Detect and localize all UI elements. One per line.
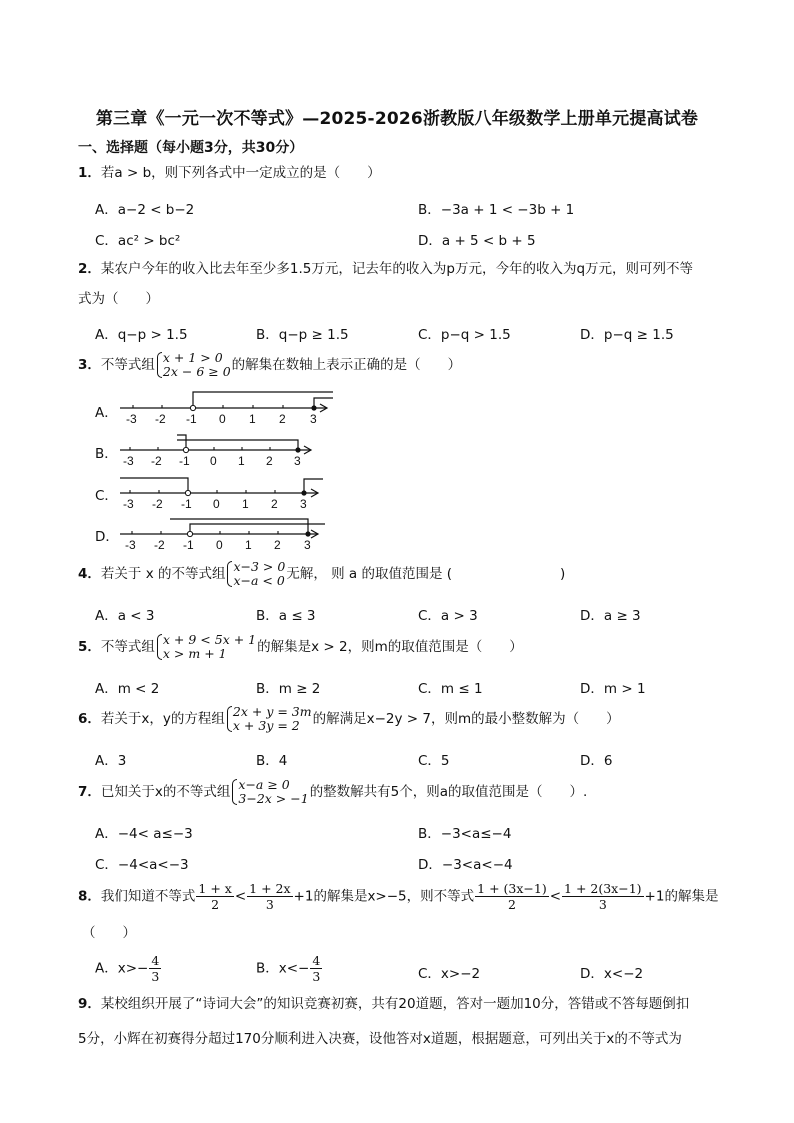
question-9-stem <box>78 994 689 1014</box>
tick-label: 3 <box>304 538 311 552</box>
q8-option-a[interactable]: A．x>− $\frac{4}{3}$ <box>95 953 160 984</box>
tick-label: -2 <box>155 412 166 426</box>
question-text: 不等式组 <box>100 639 155 655</box>
tick-label: 0 <box>210 454 217 468</box>
q4-option-c[interactable]: C．a > 3 <box>418 608 478 624</box>
question-text: 的解满足x−2y > 7，则m的最小整数解为（ ） <box>312 711 620 727</box>
question-number: 7． <box>78 784 101 800</box>
q2-option-d[interactable]: D．p−q ≥ 1.5 <box>580 327 674 343</box>
q4-option-b[interactable]: B．a ≤ 3 <box>256 608 316 624</box>
tick-label: -3 <box>123 497 134 511</box>
question-7-stem <box>78 778 587 806</box>
tick-label: 2 <box>271 497 278 511</box>
number-line-c <box>115 473 330 513</box>
question-text: 的整数解共有5个，则a的取值范围是（ ）. <box>309 784 588 800</box>
fraction: $\frac{1 + x}{2}$ <box>198 881 232 912</box>
question-2-stem <box>78 259 693 279</box>
question-text: +1的解集是 <box>644 888 719 905</box>
fraction: $\frac{1 + 2(3x-1)}{3}$ <box>564 881 642 912</box>
question-9-stem-line2: 5分，小辉在初赛得分超过170分顺利进入决赛，设他答对x道题，根据题意，可列出关于x的不等式为 <box>78 1031 682 1047</box>
question-text: +1的解集是x>−5，则不等式 <box>293 888 475 905</box>
q8-option-d[interactable]: D．x<−2 <box>580 966 644 982</box>
tick-label: 1 <box>238 454 245 468</box>
question-number: 3． <box>78 357 101 373</box>
q8-option-b[interactable]: B．x<− $\frac{4}{3}$ <box>256 953 321 984</box>
q6-option-b[interactable]: B．4 <box>256 753 288 769</box>
fraction: $\frac{4}{3}$ <box>312 953 321 984</box>
question-number: 1． <box>78 165 101 181</box>
question-5-stem <box>78 633 523 661</box>
tick-label: 2 <box>274 538 281 552</box>
number-line-a <box>115 388 340 428</box>
question-text: 无解， 则 a 的取值范围是 ( ) <box>286 566 566 582</box>
question-text: 已知关于x的不等式组 <box>100 784 231 800</box>
question-2-stem-line2: 式为（ ） <box>78 291 159 307</box>
tick-label: 1 <box>242 497 249 511</box>
q8-option-c[interactable]: C．x>−2 <box>418 966 481 982</box>
tick-label: 3 <box>300 497 307 511</box>
tick-label: -2 <box>151 454 162 468</box>
inequality-system: x−a ≥ 0 3−2x > −1 <box>231 778 308 806</box>
tick-label: -1 <box>186 412 197 426</box>
fraction: $\frac{1 + (3x-1)}{2}$ <box>477 881 547 912</box>
question-3-stem <box>78 351 461 379</box>
question-8-stem-line2: （ ） <box>82 925 136 941</box>
q7-option-a[interactable]: A．−4< a≤−3 <box>95 826 193 842</box>
q5-option-a[interactable]: A．m < 2 <box>95 681 160 697</box>
equation-system: 2x + y = 3m x + 3y = 2 <box>226 705 312 733</box>
question-text: 某校组织开展了“诗词大会”的知识竞赛初赛，共有20道题，答对一题加10分，答错或不答每题倒扣 <box>100 996 690 1012</box>
tick-label: 0 <box>216 538 223 552</box>
q5-option-c[interactable]: C．m ≤ 1 <box>418 681 483 697</box>
question-number: 6． <box>78 711 101 727</box>
question-1-stem <box>78 163 381 183</box>
question-text: 某农户今年的收入比去年至少多1.5万元，记去年的收入为p万元，今年的收入为q万元，则可列不等 <box>100 261 694 277</box>
q3-option-d[interactable]: D． <box>95 529 119 545</box>
q5-option-b[interactable]: B．m ≥ 2 <box>256 681 321 697</box>
number-line-b <box>115 431 325 471</box>
tick-label: 0 <box>219 412 226 426</box>
q1-option-a[interactable]: A．a−2 < b−2 <box>95 202 195 218</box>
tick-label: 3 <box>310 412 317 426</box>
tick-label: -1 <box>183 538 194 552</box>
q1-option-d[interactable]: D．a + 5 < b + 5 <box>418 233 536 249</box>
q1-option-b[interactable]: B．−3a + 1 < −3b + 1 <box>418 202 575 218</box>
tick-label: 3 <box>294 454 301 468</box>
page-title: 第三章《一元一次不等式》—2025-2026浙教版八年级数学上册单元提高试卷 <box>95 109 699 129</box>
tick-label: -3 <box>123 454 134 468</box>
question-number: 8． <box>78 888 101 905</box>
tick-label: -3 <box>125 538 136 552</box>
question-8-stem: 8．我们知道不等式 $\frac{1 + x}{2}$ < $\frac{1 + 2x}{3}$ +1的解集是x>−5，则不等式 $\frac{1 + (3x-1)}{2}$ < $\frac{1 + 2(3x-1)}{3}$ +1的解集是 <box>78 881 719 912</box>
question-number: 2． <box>78 261 101 277</box>
tick-label: 2 <box>266 454 273 468</box>
question-text: 若关于x，y的方程组 <box>100 711 225 727</box>
tick-label: 1 <box>249 412 256 426</box>
q6-option-d[interactable]: D．6 <box>580 753 613 769</box>
q7-option-d[interactable]: D．−3<a<−4 <box>418 857 513 873</box>
question-number: 4． <box>78 566 101 582</box>
q1-option-c[interactable]: C．ac² > bc² <box>95 233 181 249</box>
question-text: 不等式组 <box>100 357 155 373</box>
q6-option-c[interactable]: C．5 <box>418 753 450 769</box>
inequality-system: x + 1 > 0 2x − 6 ≥ 0 <box>156 351 231 379</box>
q3-option-b[interactable]: B． <box>95 446 118 462</box>
q2-option-c[interactable]: C．p−q > 1.5 <box>418 327 511 343</box>
question-text: 我们知道不等式 <box>100 888 196 905</box>
section-heading: 一、选择题（每小题3分，共30分） <box>78 140 304 156</box>
question-6-stem <box>78 705 620 733</box>
q3-option-c[interactable]: C． <box>95 488 118 504</box>
tick-label: -2 <box>154 538 165 552</box>
question-number: 9． <box>78 996 101 1012</box>
tick-label: 0 <box>213 497 220 511</box>
q7-option-c[interactable]: C．−4<a<−3 <box>95 857 189 873</box>
fraction: $\frac{1 + 2x}{3}$ <box>249 881 291 912</box>
question-text: 的解集是x > 2，则m的取值范围是（ ） <box>257 639 523 655</box>
question-4-stem <box>78 560 565 588</box>
q2-option-b[interactable]: B．q−p ≥ 1.5 <box>256 327 349 343</box>
q7-option-b[interactable]: B．−3<a≤−4 <box>418 826 512 842</box>
number-line-d <box>115 514 330 554</box>
tick-label: -3 <box>126 412 137 426</box>
question-text: 的解集在数轴上表示正确的是（ ） <box>231 357 462 373</box>
inequality-system: x−3 > 0 x−a < 0 <box>226 560 285 588</box>
tick-label: -1 <box>179 454 190 468</box>
tick-label: 2 <box>279 412 286 426</box>
q6-option-a[interactable]: A．3 <box>95 753 127 769</box>
fraction: $\frac{4}{3}$ <box>151 953 160 984</box>
question-text: 若关于 x 的不等式组 <box>100 566 226 582</box>
q4-option-a[interactable]: A．a < 3 <box>95 608 155 624</box>
question-number: 5． <box>78 639 101 655</box>
q3-option-a[interactable]: A． <box>95 405 118 421</box>
question-text: 若a > b，则下列各式中一定成立的是（ ） <box>100 165 381 181</box>
tick-label: 1 <box>245 538 252 552</box>
inequality-system: x + 9 < 5x + 1 x > m + 1 <box>156 633 256 661</box>
q2-option-a[interactable]: A．q−p > 1.5 <box>95 327 188 343</box>
q5-option-d[interactable]: D．m > 1 <box>580 681 646 697</box>
tick-label: -2 <box>152 497 163 511</box>
tick-label: -1 <box>181 497 192 511</box>
q4-option-d[interactable]: D．a ≥ 3 <box>580 608 641 624</box>
